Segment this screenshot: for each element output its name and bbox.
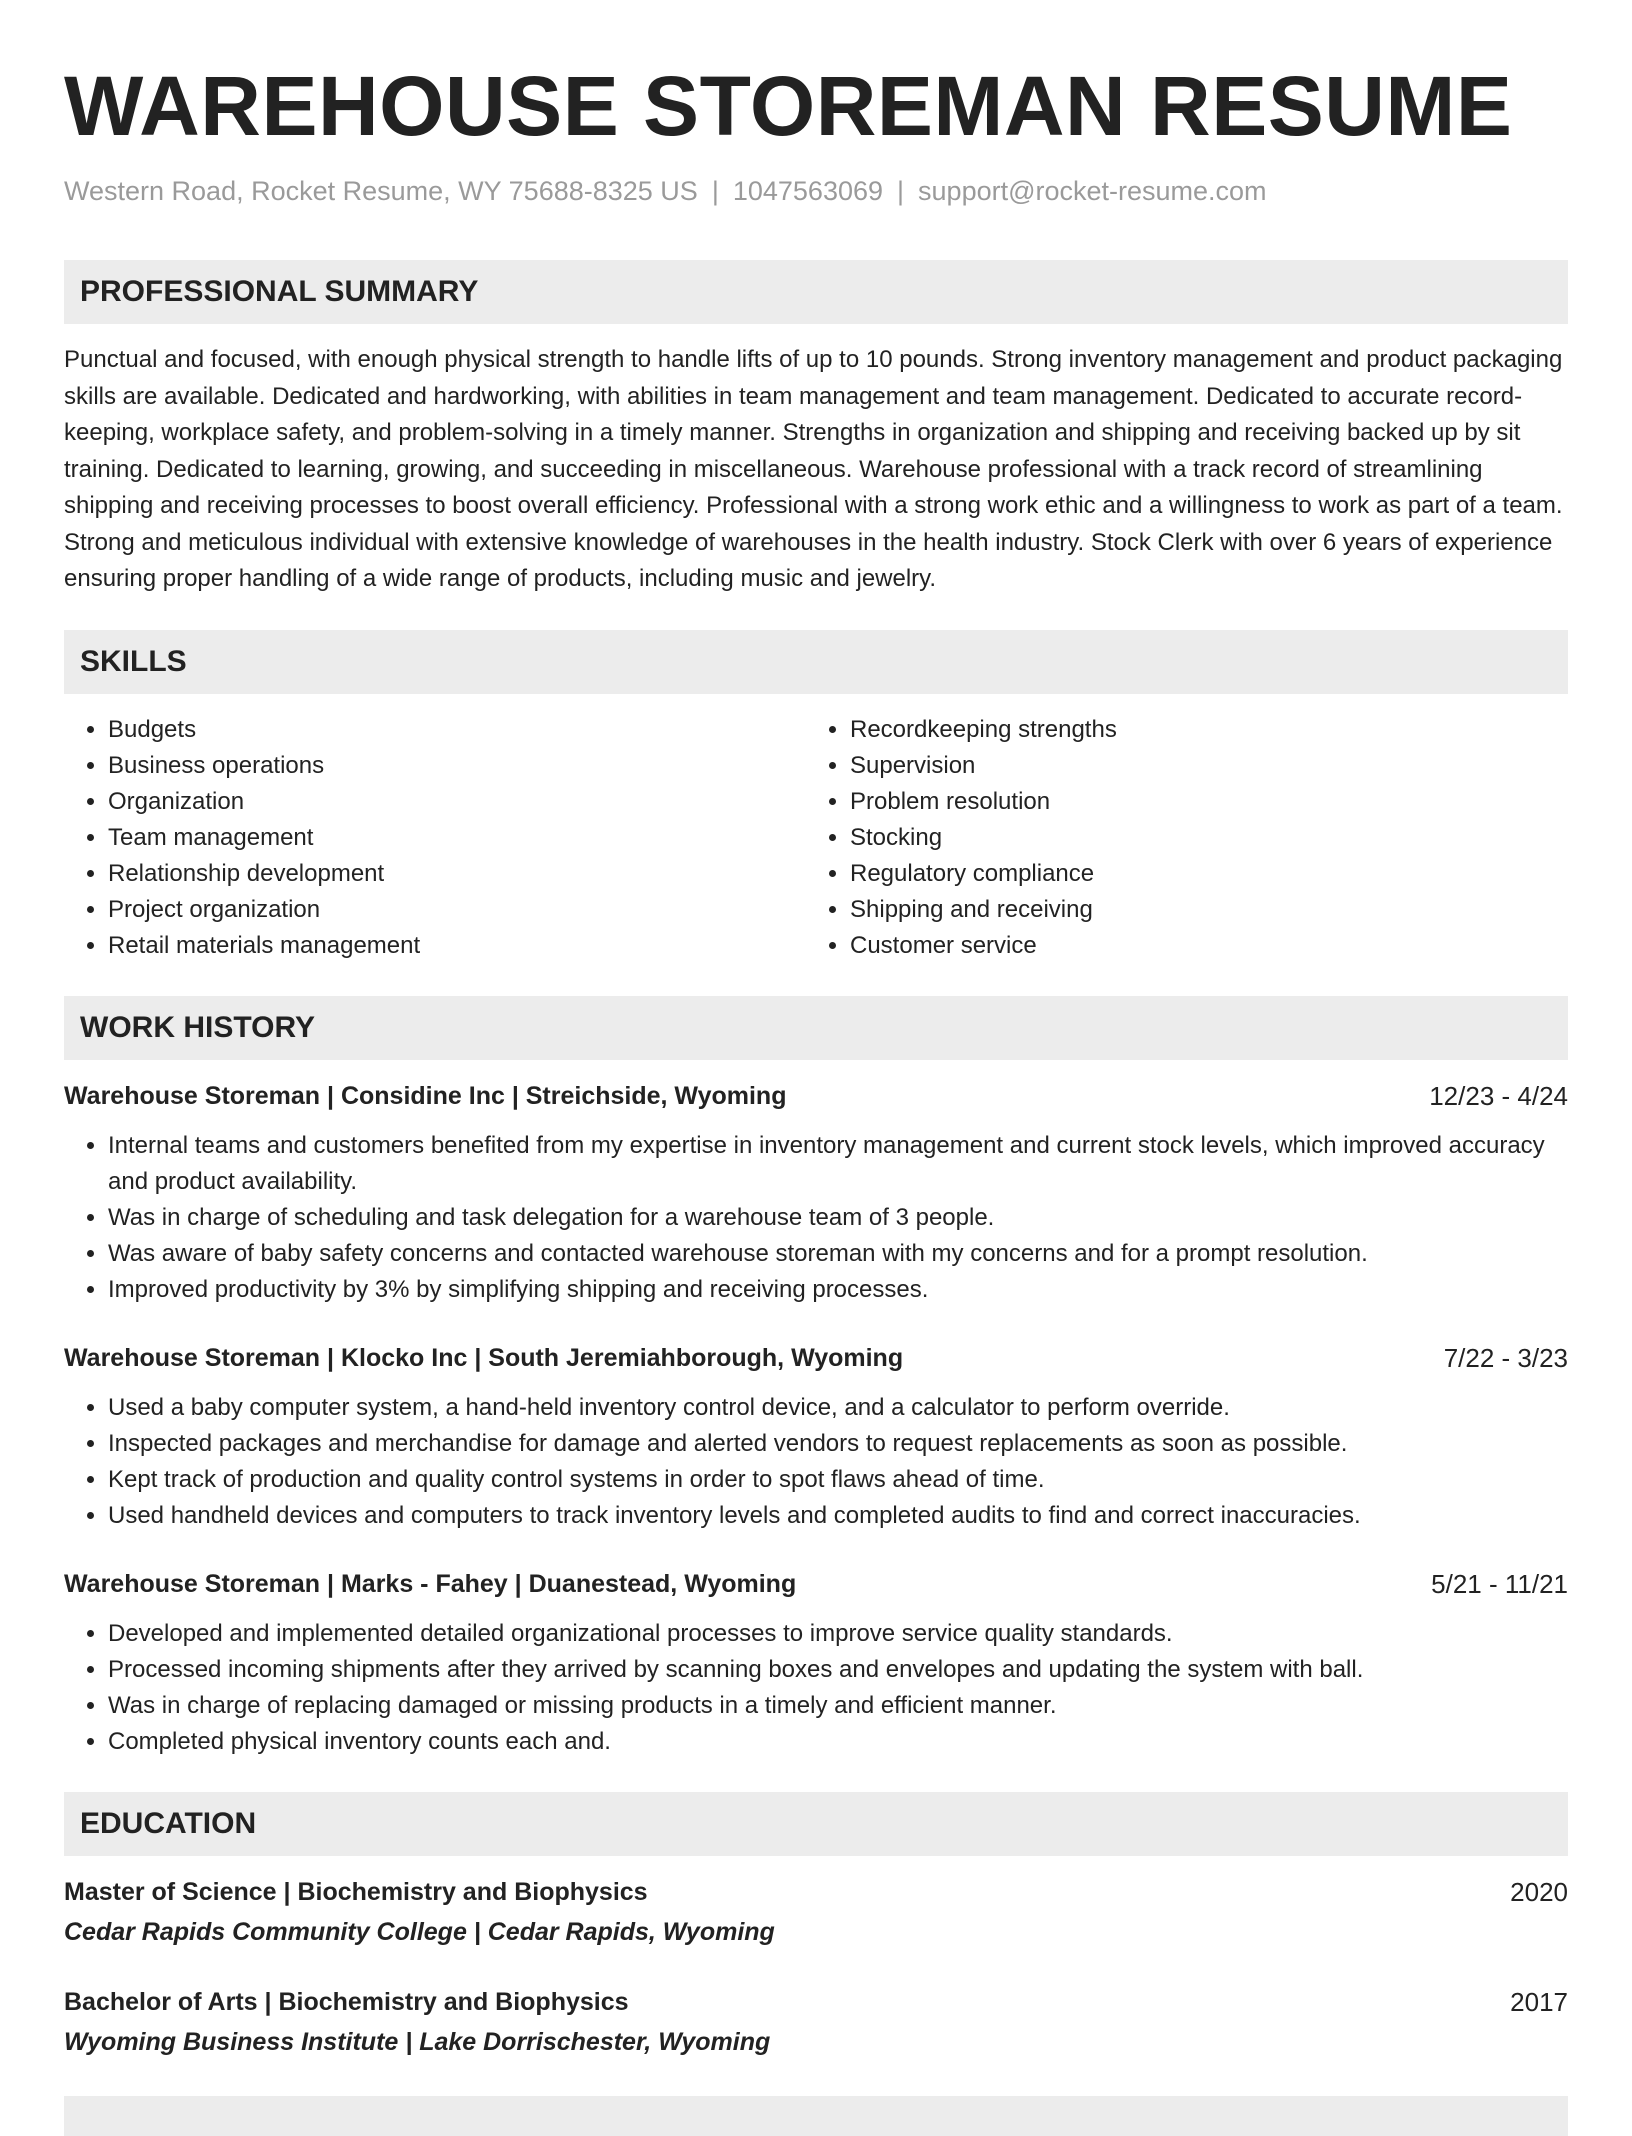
contact-separator: | (711, 176, 719, 206)
contact-line (64, 174, 1568, 208)
education-header (64, 1874, 1568, 1910)
job-bullet: • Was aware of baby safety concerns and contacted warehouse storeman with my concerns and for a prompt resolution. (108, 1236, 1568, 1272)
resume-title: WAREHOUSE STOREMAN RESUME (64, 59, 1513, 153)
skill-item: • Business operations (108, 748, 806, 784)
contact-phone: 1047563069 (732, 176, 884, 206)
education-school: Cedar Rapids Community College | Cedar Rapids, Wyoming (64, 1917, 775, 1946)
skill-item: • Regulatory compliance (850, 856, 1548, 892)
education-year: 2017 (1510, 1986, 1568, 2017)
job-role: Warehouse Storeman | Klocko Inc | South Jeremiahborough, Wyoming (64, 1343, 904, 1372)
job-entry (64, 1566, 1568, 1760)
job-bullet: • Was in charge of scheduling and task delegation for a warehouse team of 3 people. (108, 1200, 1568, 1236)
skills-column-left (64, 712, 806, 964)
work-heading: WORK HISTORY (64, 996, 1568, 1060)
education-year: 2020 (1510, 1876, 1568, 1907)
contact-address: Western Road, Rocket Resume, WY 75688-8325 US (64, 176, 698, 206)
summary-heading: PROFESSIONAL SUMMARY (64, 260, 1568, 324)
education-degree: Bachelor of Arts | Biochemistry and Biophysics (64, 1987, 629, 2016)
skills-list (64, 712, 1568, 964)
skill-item: • Shipping and receiving (850, 892, 1548, 928)
job-bullet: • Used a baby computer system, a hand-held inventory control device, and a calculator to perform override. (108, 1390, 1568, 1426)
skills-heading: SKILLS (64, 630, 1568, 694)
job-bullets (64, 1128, 1568, 1308)
education-entry (64, 1984, 1568, 2060)
job-bullets (64, 1390, 1568, 1534)
contact-email: support@rocket-resume.com (918, 176, 1267, 206)
skill-item: • Supervision (850, 748, 1548, 784)
skill-item: • Organization (108, 784, 806, 820)
job-bullet: • Internal teams and customers benefited from my expertise in inventory management and current stock levels, which improved accuracy and product availability. (108, 1128, 1568, 1200)
job-header (64, 1566, 1568, 1602)
contact-separator: | (897, 176, 905, 206)
education-degree: Master of Science | Biochemistry and Biophysics (64, 1877, 648, 1906)
education-heading: EDUCATION (64, 1792, 1568, 1856)
job-entry (64, 1078, 1568, 1308)
education-school: Wyoming Business Institute | Lake Dorrischester, Wyoming (64, 2027, 771, 2056)
job-bullet: • Developed and implemented detailed organizational processes to improve service quality standards. (108, 1616, 1568, 1652)
skill-item: • Team management (108, 820, 806, 856)
job-role: Warehouse Storeman | Marks - Fahey | Duanestead, Wyoming (64, 1569, 797, 1598)
job-bullet: • Completed physical inventory counts each and. (108, 1724, 1568, 1760)
skill-item: • Relationship development (108, 856, 806, 892)
skills-column-right (806, 712, 1548, 964)
job-header (64, 1078, 1568, 1114)
education-header (64, 1984, 1568, 2020)
skill-item: • Retail materials management (108, 928, 806, 964)
next-section-heading-bar (64, 2096, 1568, 2136)
job-bullet: • Kept track of production and quality control systems in order to spot flaws ahead of time. (108, 1462, 1568, 1498)
job-bullet: • Processed incoming shipments after they arrived by scanning boxes and envelopes and updating the system with ball. (108, 1652, 1568, 1688)
job-header (64, 1340, 1568, 1376)
job-dates: 5/21 - 11/21 (1431, 1568, 1568, 1599)
job-bullet: • Improved productivity by 3% by simplifying shipping and receiving processes. (108, 1272, 1568, 1308)
skill-item: • Stocking (850, 820, 1548, 856)
job-bullets (64, 1616, 1568, 1760)
job-bullet: • Was in charge of replacing damaged or missing products in a timely and efficient manner. (108, 1688, 1568, 1724)
skill-item: • Budgets (108, 712, 806, 748)
resume-page (64, 0, 1568, 2060)
job-dates: 12/23 - 4/24 (1429, 1080, 1568, 1111)
job-entry (64, 1340, 1568, 1534)
skill-item: • Customer service (850, 928, 1548, 964)
job-bullet: • Used handheld devices and computers to track inventory levels and completed audits to find and correct inaccuracies. (108, 1498, 1568, 1534)
skill-item: • Problem resolution (850, 784, 1548, 820)
summary-text: Punctual and focused, with enough physical strength to handle lifts of up to 10 pounds. Strong inventory management and product packaging skills are available. Dedicated and hardworking, with abilities in team management and team management. Dedicated to accurate record-keeping, workplace safety, and problem-solving in a timely manner. Strengths in organization and shipping and receiving backed up by sit training. Dedicated to learning, growing, and succeeding in miscellaneous. Warehouse professional with a track record of streamlining shipping and receiving processes to boost overall efficiency. Professional with a strong work ethic and a willingness to work as part of a team. Strong and meticulous individual with extensive knowledge of warehouses in the health industry. Stock Clerk with over 6 years of experience ensuring proper handling of a wide range of products, including music and jewelry. (64, 346, 1563, 592)
skill-item: • Recordkeeping strengths (850, 712, 1548, 748)
job-role: Warehouse Storeman | Considine Inc | Streichside, Wyoming (64, 1081, 787, 1110)
education-entry (64, 1874, 1568, 1950)
skill-item: • Project organization (108, 892, 806, 928)
job-dates: 7/22 - 3/23 (1443, 1342, 1568, 1373)
job-bullet: • Inspected packages and merchandise for damage and alerted vendors to request replacements as soon as possible. (108, 1426, 1568, 1462)
